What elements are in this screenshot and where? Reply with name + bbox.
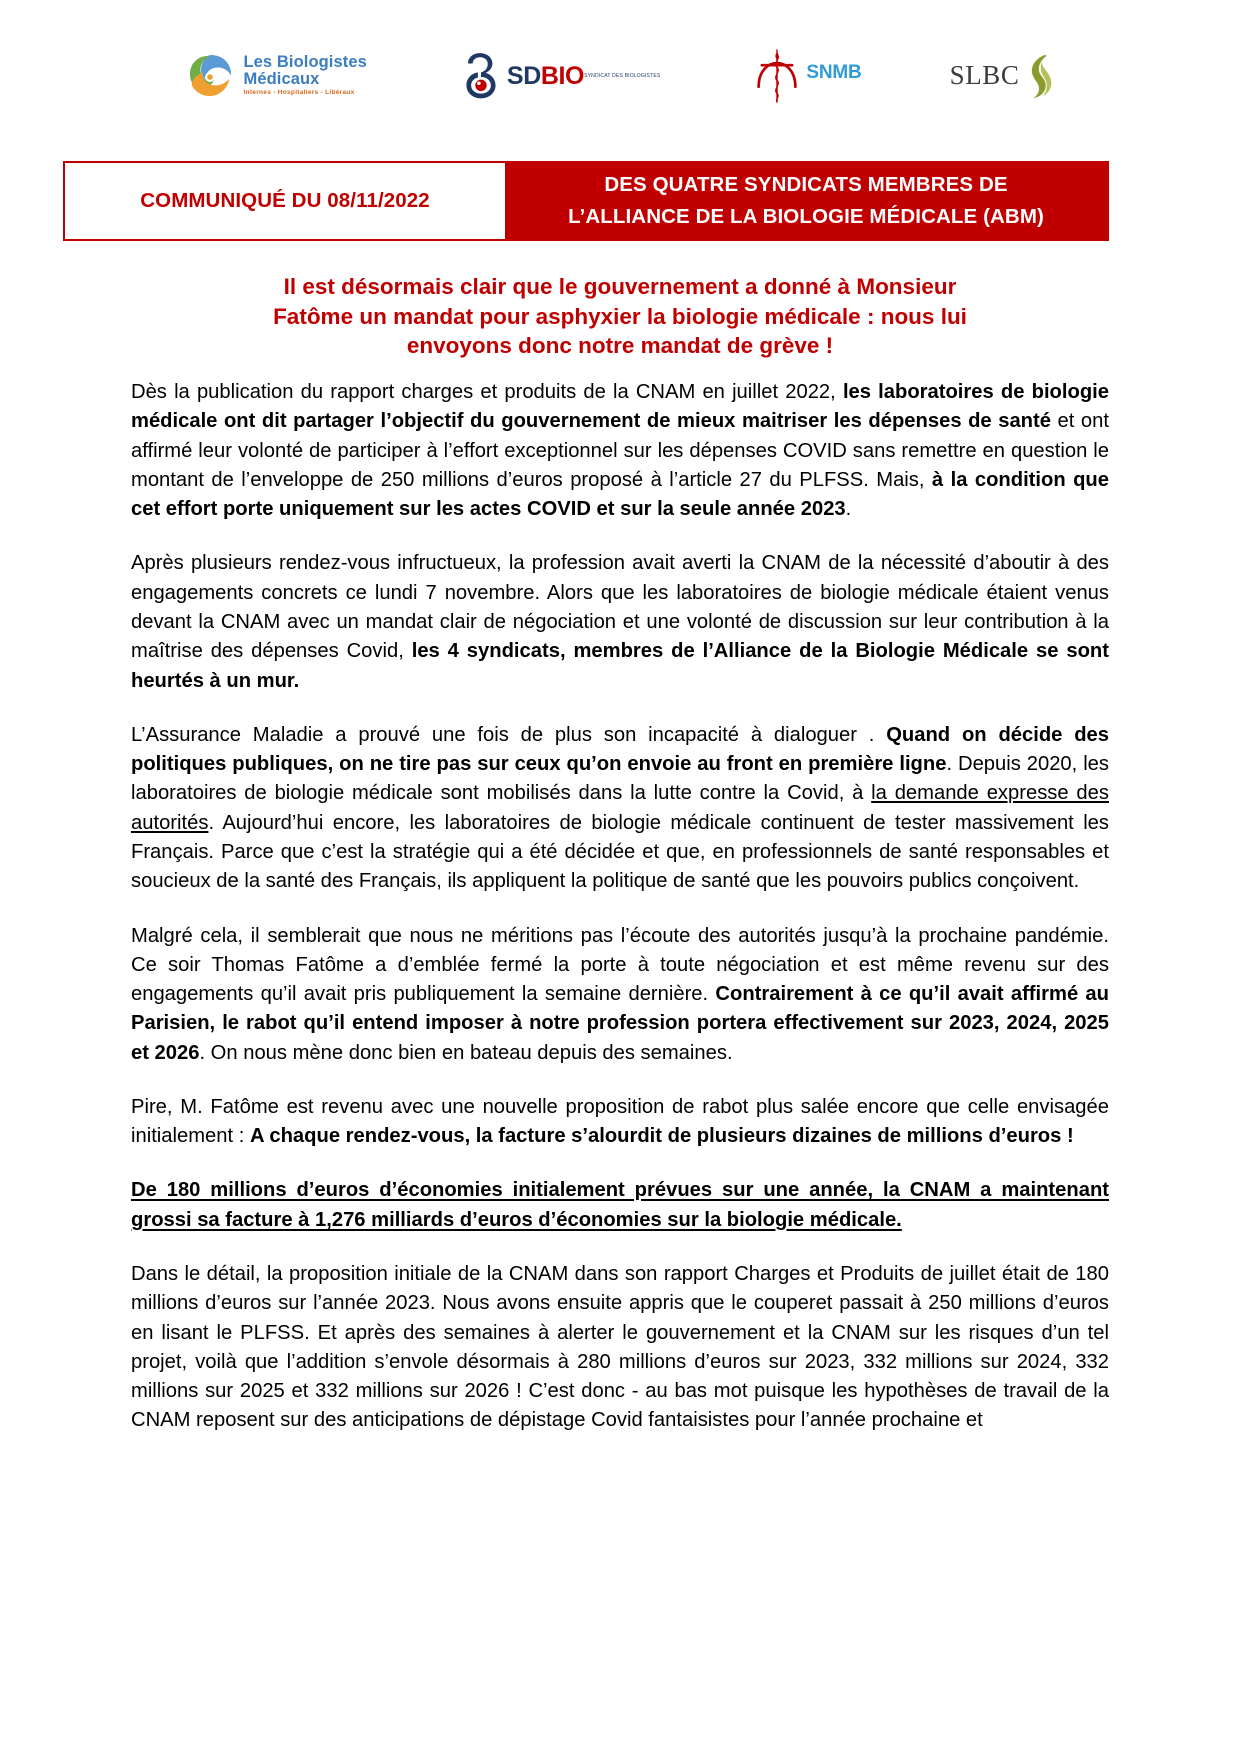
document-title: [150, 272, 1090, 361]
snmb-icon: [748, 49, 806, 103]
logo-sdbio: [455, 50, 661, 102]
text-run: et ont affirmé leur volonté de participer à l’effort exceptionnel sur les dépenses COVID sans remettre en question le montant de l’enveloppe de 250 millions d’euros proposé à l’article 27 du PLFSS. Mais,: [131, 410, 1109, 491]
text-run: . Depuis 2020, les laboratoires de biologie médicale sont mobilisés dans la lutte contre la Covid, à: [131, 753, 1110, 805]
text-run: Malgré cela, il semblerait que nous ne méritions pas l’écoute des autorités jusqu’à la prochaine pandémie. Ce soir Thomas Fatôme a d’emblée fermé la porte à toute négociation et est même revenu sur des engagements qu’il avait pris publiquement la semaine dernière.: [131, 924, 1109, 1006]
paragraph-p5: [131, 1093, 1109, 1152]
banner-date-label: COMMUNIQUÉ DU 08/11/2022: [140, 189, 430, 212]
les-biologistes-medicaux-icon: [185, 51, 235, 101]
title-line-1: Il est désormais clair que le gouvernement a donné à Monsieur: [283, 274, 957, 299]
text-run: les 4 syndicats, membres de l’Alliance de la Biologie Médicale se sont heurtés à un mur.: [131, 640, 1109, 692]
banner-title-line1: DES QUATRE SYNDICATS MEMBRES DE: [604, 173, 1008, 196]
logo-snmb: [748, 49, 861, 103]
slbc-wordmark: SLBC: [949, 60, 1020, 90]
banner-title-line2: L’ALLIANCE DE LA BIOLOGIE MÉDICALE (ABM): [568, 205, 1044, 228]
text-run: Quand on décide des politiques publiques, on ne tire pas sur ceux qu’on envoie au front en première ligne: [131, 723, 1110, 776]
text-run: Dans le détail, la proposition initiale de la CNAM dans son rapport Charges et Produits de juillet était de 180 millions d’euros sur l’année 2023. Nous avons ensuite appris que le couperet passait à 250 millions d’euros en lisant le PLFSS. Et après des semaines à alerter le gouvernement et la CNAM sur les risques d’un tel projet, voilà que l’addition s’envole désormais à 280 millions d’euros sur 2023, 332 millions sur 2024, 332 millions sur 2025 et 332 millions sur 2026 ! C’est donc - au bas mot puisque les hypothèses de travail de la CNAM reposent sur des anticipations de dépistage Covid fantaisistes pour l’année prochaine et: [131, 1263, 1109, 1432]
text-run: .: [845, 498, 852, 521]
text-run: Dès la publication du rapport charges et produits de la CNAM en juillet 2022,: [131, 381, 843, 403]
text-run: Contrairement à ce qu’il avait affirmé au Parisien, le rabot qu’il entend imposer à notre profession portera effectivement sur 2023, 2024, 2025 et 2026: [131, 983, 1109, 1064]
logo-lbm-line2: Médicaux: [243, 69, 320, 88]
paragraph-p2: [131, 549, 1109, 695]
text-run: à la condition que cet effort porte uniquement sur les actes COVID et sur la seule année 2023: [131, 468, 1109, 521]
document-body: [131, 378, 1109, 1436]
text-run: Après plusieurs rendez-vous infructueux, la profession avait averti la CNAM de la nécessité d’aboutir à des engagements concrets ce lundi 7 novembre. Alors que les laboratoires de biologie médicale étaient venus devant la CNAM avec un mandat clair de négociation et une volonté de discussion sur leur contribution à la maîtrise des dépenses Covid,: [131, 552, 1109, 663]
logo-lbm-tagline: Internes - Hospitaliers - Libéraux: [243, 89, 355, 97]
logo-slbc: [950, 52, 1055, 100]
sdbio-word-part1: SD: [506, 61, 541, 90]
logo-bar: [0, 28, 1240, 123]
text-run: L’Assurance Maladie a prouvé une fois de plus son incapacité à dialoguer .: [131, 723, 887, 746]
banner-title-cell: [505, 163, 1107, 239]
slbc-leaf-icon: [1025, 52, 1055, 100]
text-run: . Aujourd’hui encore, les laboratoires de biologie médicale continuent de tester massivement les Français. Parce que c’est la stratégie qui a été décidée et que, en professionnels de santé responsables et soucieux de la santé des Français, ils appliquent la politique de santé que les pouvoirs publics conçoivent.: [131, 811, 1109, 893]
paragraph-p1: [131, 378, 1109, 524]
title-line-2: Fatôme un mandat pour asphyxier la biologie médicale : nous lui: [273, 303, 967, 329]
sdbio-icon: [455, 50, 507, 102]
paragraph-p3: [131, 721, 1109, 897]
logo-lbm-line1: Les Biologistes: [243, 52, 367, 71]
paragraph-p7: [131, 1260, 1109, 1436]
text-run: De 180 millions d’euros d’économies initialement prévues sur une année, la CNAM a maintenant grossi sa facture à 1,276 milliards d’euros d’économies sur la biologie médicale.: [131, 1179, 1109, 1231]
text-run: la demande expresse des autorités: [131, 782, 1109, 834]
title-line-3: envoyons donc notre mandat de grève !: [406, 333, 834, 359]
paragraph-p4: [131, 922, 1109, 1068]
text-run: les laboratoires de biologie médicale ont dit partager l’objectif du gouvernement de mieux maitriser les dépenses de santé: [131, 381, 1109, 433]
text-run: Pire, M. Fatôme est revenu avec une nouvelle proposition de rabot plus salée encore que celle envisagée initialement :: [131, 1095, 1109, 1148]
sdbio-word-part2: BIO: [540, 61, 585, 90]
sdbio-wordmark: [507, 62, 584, 91]
communique-banner: [63, 161, 1109, 241]
logo-les-biologistes-medicaux: [185, 51, 366, 101]
paragraph-p6: [131, 1176, 1109, 1235]
text-run: A chaque rendez-vous, la facture s’alourdit de plusieurs dizaines de millions d’euros !: [249, 1125, 1074, 1148]
text-run: . On nous mène donc bien en bateau depuis des semaines.: [199, 1041, 733, 1064]
sdbio-subtitle: SYNDICAT DES BIOLOGISTES: [584, 73, 661, 79]
banner-date-cell: [65, 163, 505, 239]
snmb-wordmark: SNMB: [806, 61, 862, 83]
les-biologistes-medicaux-text: [243, 54, 366, 97]
